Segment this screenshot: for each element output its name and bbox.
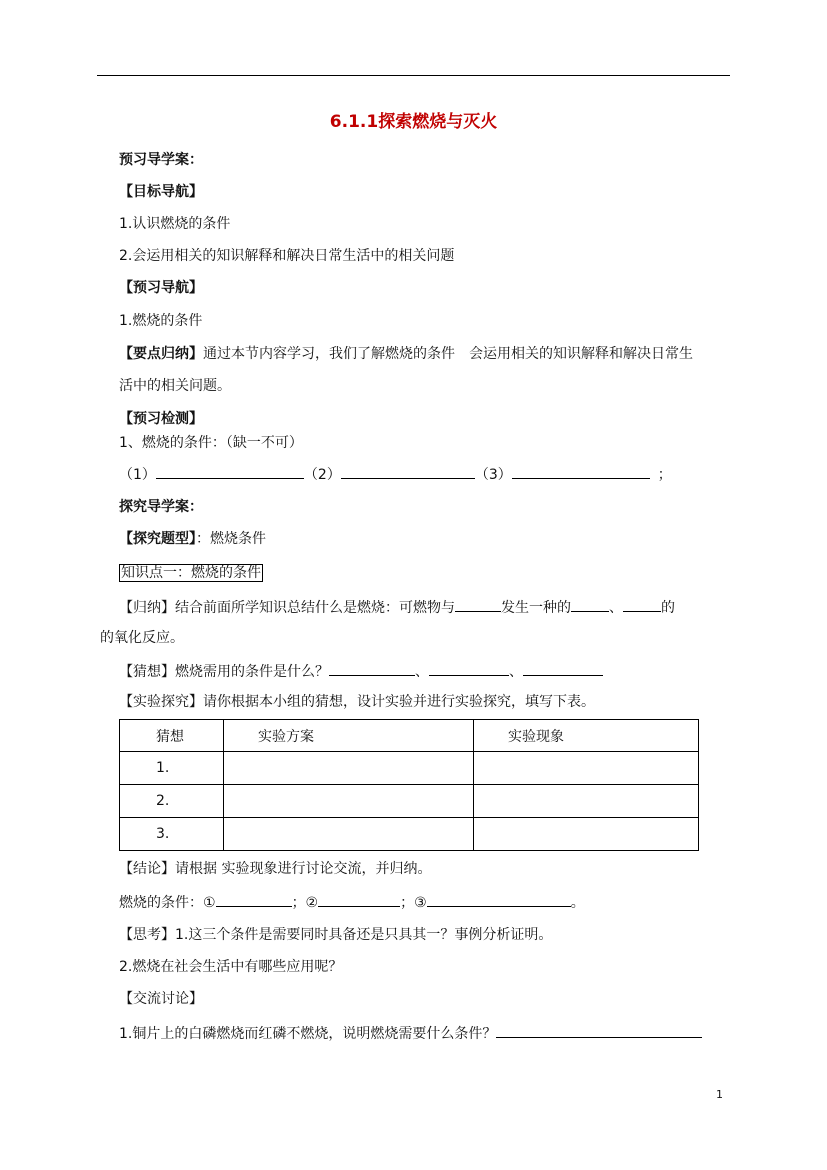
key-points-text: 通过本节内容学习，我们了解燃烧的条件 会运用相关的知识解释和解决日常生 [203, 346, 693, 362]
key-points-heading: 【要点归纳】 [119, 346, 203, 362]
knowledge-point-line [119, 563, 263, 583]
table-cell-phenomenon[interactable] [474, 818, 699, 851]
experiment-table [119, 719, 699, 851]
key-points-line-1 [119, 344, 693, 364]
answer-blank-3[interactable] [512, 463, 650, 479]
table-row [120, 818, 699, 851]
discuss-line-1 [119, 1022, 702, 1044]
experiment-line [119, 692, 595, 712]
experiment-heading: 【实验探究】 [119, 694, 203, 710]
guess-text: 燃烧需用的条件是什么？ [175, 664, 329, 680]
knowledge-point-box: 知识点一：燃烧的条件 [121, 565, 261, 581]
summary-line-1 [119, 596, 675, 618]
experiment-text: 请你根据本小组的猜想，设计实验并进行实验探究，填写下表。 [203, 694, 595, 710]
think-heading: 【思考】 [119, 927, 175, 943]
conditions-line [119, 891, 585, 913]
summary-text-b: 发生一种的 [501, 600, 571, 616]
preview-nav-heading: 【预习导航】 [119, 280, 203, 296]
explore-type-line [119, 529, 266, 549]
summary-blank-3[interactable] [623, 596, 661, 612]
goal-heading: 【目标导航】 [119, 184, 203, 200]
summary-sep: 、 [609, 600, 623, 616]
condition-blank-3[interactable] [427, 891, 571, 907]
page-number: 1 [716, 1088, 723, 1101]
guess-line [119, 660, 603, 682]
discuss-blank-1[interactable] [496, 1022, 702, 1038]
guess-heading: 【猜想】 [119, 664, 175, 680]
table-cell-phenomenon[interactable] [474, 752, 699, 785]
conditions-label: 燃烧的条件：① [119, 895, 216, 911]
table-row [120, 752, 699, 785]
preview-nav-item-1: 1.燃烧的条件 [119, 313, 203, 329]
table-header-plan: 实验方案 [224, 720, 474, 752]
check-label-3: （3） [474, 467, 512, 483]
think-question-1: 1.这三个条件是需要同时具备还是只具其一？事例分析证明。 [175, 927, 553, 943]
guess-blank-3[interactable] [523, 660, 603, 676]
summary-blank-1[interactable] [455, 596, 501, 612]
table-header-row [120, 720, 699, 752]
check-answer-row [119, 463, 672, 485]
check-end: ； [657, 467, 672, 483]
summary-line-2: 的氧化反应。 [100, 630, 184, 646]
guess-blank-1[interactable] [329, 660, 415, 676]
think-question-2: 2.燃烧在社会生活中有哪些应用呢？ [119, 959, 343, 975]
preview-case-heading: 预习导学案： [119, 152, 203, 168]
discuss-question-1: 1.铜片上的白磷燃烧而红磷不燃烧，说明燃烧需要什么条件？ [119, 1026, 497, 1042]
explore-type-text: ：燃烧条件 [196, 531, 266, 547]
header-rule [97, 75, 730, 76]
summary-heading: 【归纳】 [119, 600, 175, 616]
table-cell-plan[interactable] [224, 818, 474, 851]
table-cell-plan[interactable] [224, 752, 474, 785]
explore-case-heading: 探究导学案： [119, 499, 203, 515]
guess-sep-1: 、 [415, 664, 429, 680]
summary-text-a: 结合前面所学知识总结什么是燃烧：可燃物与 [175, 600, 455, 616]
conclusion-text: 请根据 实验现象进行讨论交流，并归纳。 [175, 861, 432, 877]
answer-blank-2[interactable] [341, 463, 475, 479]
explore-type-heading: 【探究题型】 [119, 531, 196, 547]
condition-end: 。 [570, 895, 585, 911]
goal-item-1: 1.认识燃烧的条件 [119, 216, 231, 232]
table-row-label: 1. [120, 752, 224, 785]
think-line-1 [119, 925, 552, 945]
summary-blank-2[interactable] [571, 596, 609, 612]
table-header-guess: 猜想 [120, 720, 224, 752]
goal-item-2: 2.会运用相关的知识解释和解决日常生活中的相关问题 [119, 248, 455, 264]
guess-sep-2: 、 [509, 664, 523, 680]
document-title: 6.1.1探索燃烧与灭火 [329, 112, 498, 132]
conclusion-heading: 【结论】 [119, 861, 175, 877]
guess-blank-2[interactable] [429, 660, 509, 676]
table-row [120, 785, 699, 818]
discuss-heading: 【交流讨论】 [119, 991, 203, 1007]
table-cell-plan[interactable] [224, 785, 474, 818]
table-cell-phenomenon[interactable] [474, 785, 699, 818]
condition-blank-2[interactable] [318, 891, 400, 907]
condition-sep-3: ；③ [400, 895, 427, 911]
condition-blank-1[interactable] [216, 891, 292, 907]
summary-text-d: 的 [661, 600, 675, 616]
check-label-2: （2） [303, 467, 341, 483]
check-question-1: 1、燃烧的条件：（缺一不可） [119, 435, 303, 451]
conclusion-line [119, 859, 431, 879]
condition-sep-2: ；② [291, 895, 319, 911]
key-points-line-2: 活中的相关问题。 [119, 378, 231, 394]
check-heading: 【预习检测】 [119, 411, 203, 427]
answer-blank-1[interactable] [156, 463, 304, 479]
table-row-label: 2. [120, 785, 224, 818]
check-label-1: （1） [119, 467, 156, 483]
table-header-phenomenon: 实验现象 [474, 720, 699, 752]
table-row-label: 3. [120, 818, 224, 851]
